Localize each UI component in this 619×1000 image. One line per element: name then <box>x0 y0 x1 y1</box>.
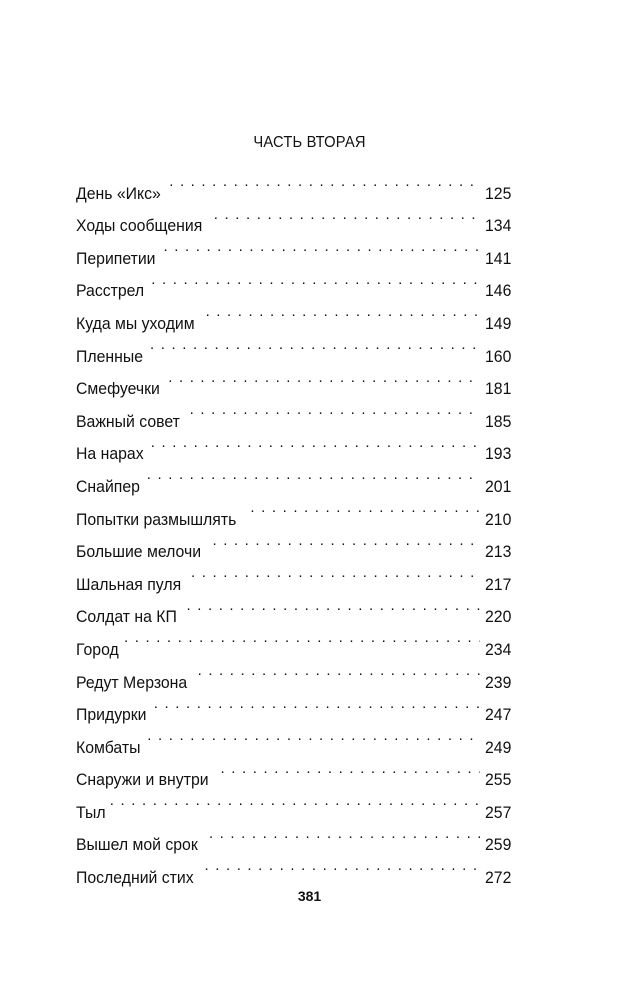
toc-entry-page: 217 <box>484 574 511 594</box>
toc-entry-title: Придурки <box>76 705 147 725</box>
toc-entry <box>76 622 511 659</box>
dot-leader <box>164 231 480 264</box>
toc-entry-title: Снайпер <box>76 476 140 496</box>
dot-leader <box>151 264 479 297</box>
dot-leader <box>250 492 479 525</box>
toc-entry-title: Вышел мой срок <box>76 835 198 855</box>
toc-entry-title: Город <box>76 639 119 659</box>
dot-leader <box>124 622 480 655</box>
dot-leader <box>190 394 480 427</box>
toc-entry <box>76 655 511 692</box>
toc-entry <box>76 785 511 822</box>
section-title: ЧАСТЬ ВТОРАЯ <box>253 134 366 151</box>
toc-entry-page: 259 <box>484 835 511 855</box>
toc-entry-title: Шальная пуля <box>76 574 182 594</box>
toc-entry-page: 247 <box>484 705 511 725</box>
dot-leader <box>198 655 480 688</box>
toc-entry-page: 220 <box>484 607 511 627</box>
toc-entry-title: На нарах <box>76 444 144 464</box>
dot-leader <box>110 785 480 818</box>
toc-entry-page: 272 <box>484 868 511 888</box>
dot-leader <box>209 818 480 851</box>
toc-entry-title: Солдат на КП <box>76 607 177 627</box>
toc-entry-title: Куда мы уходим <box>76 313 195 333</box>
toc-entry-title: Перипетии <box>76 248 156 268</box>
toc-entry-page: 185 <box>484 411 511 431</box>
dot-leader <box>221 753 480 786</box>
toc-entry-title: Попытки размышлять <box>76 509 237 529</box>
dot-leader <box>150 329 480 362</box>
toc-entry-title: Снаружи и внутри <box>76 770 209 790</box>
dot-leader <box>214 199 480 232</box>
toc-entry <box>76 492 511 529</box>
toc-entry-title: День «Икс» <box>76 183 161 203</box>
toc-entry-title: Важный совет <box>76 411 180 431</box>
toc-entry-title: Редут Мерзона <box>76 672 188 692</box>
toc-entry-page: 213 <box>484 542 511 562</box>
toc-entry-title: Последний стих <box>76 868 194 888</box>
dot-leader <box>191 557 480 590</box>
dot-leader <box>212 525 479 558</box>
toc-entry-page: 193 <box>484 444 511 464</box>
toc-entry-title: Пленные <box>76 346 144 366</box>
dot-leader <box>168 362 479 395</box>
toc-entry-title: Ходы сообщения <box>76 216 203 236</box>
dot-leader <box>147 459 480 492</box>
dot-leader <box>151 427 480 460</box>
toc-entry-page: 249 <box>484 737 511 757</box>
toc-entry-title: Комбаты <box>76 737 141 757</box>
toc-entry-page: 134 <box>484 216 511 236</box>
toc-entry-page: 210 <box>484 509 511 529</box>
page-number: 381 <box>297 888 322 904</box>
dot-leader <box>204 850 479 883</box>
table-of-contents <box>76 166 511 888</box>
toc-entry-title: Большие мелочи <box>76 542 202 562</box>
toc-entry-page: 201 <box>484 476 511 496</box>
dot-leader <box>169 166 479 199</box>
toc-entry-page: 234 <box>484 639 511 659</box>
toc-entry <box>76 818 511 855</box>
toc-entry-title: Расстрел <box>76 281 145 301</box>
toc-entry <box>76 753 511 790</box>
toc-entry-page: 146 <box>484 281 511 301</box>
dot-leader <box>186 590 479 623</box>
dot-leader <box>154 688 480 721</box>
toc-entry-page: 141 <box>484 248 511 268</box>
toc-entry-page: 255 <box>484 770 511 790</box>
toc-entry-page: 160 <box>484 346 511 366</box>
toc-entry-page: 239 <box>484 672 511 692</box>
toc-entry <box>76 166 511 203</box>
toc-entry-title: Смефуечки <box>76 379 160 399</box>
toc-entry-page: 149 <box>484 313 511 333</box>
toc-entry-page: 125 <box>484 183 511 203</box>
dot-leader <box>206 296 480 329</box>
dot-leader <box>147 720 479 753</box>
toc-entry-title: Тыл <box>76 802 106 822</box>
toc-entry-page: 181 <box>484 379 511 399</box>
toc-entry-page: 257 <box>484 802 511 822</box>
